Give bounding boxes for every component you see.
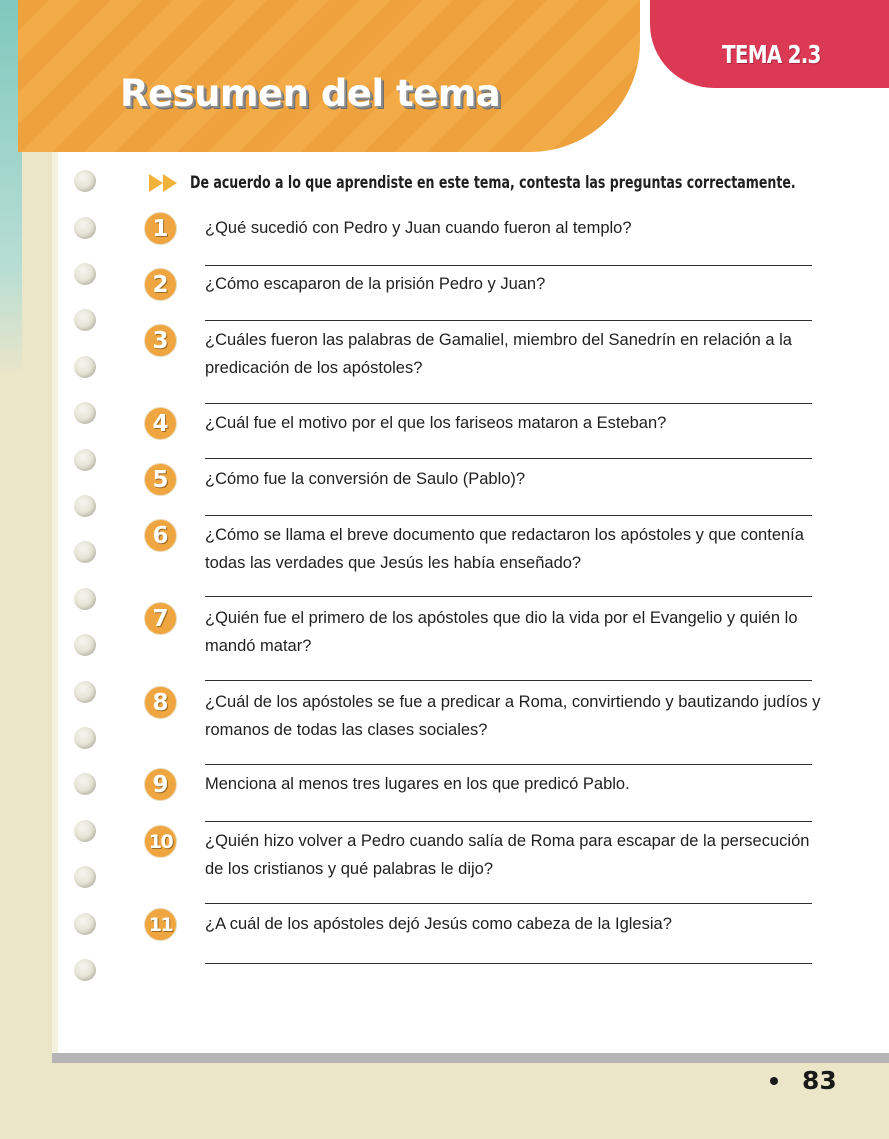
question-number-badge: 9 [144, 768, 177, 801]
question-text: ¿Cómo se llama el breve documento que redactaron los apóstoles y que contenía todas las verdades que Jesús les había enseñado? [205, 526, 804, 572]
question-number-badge: 4 [144, 407, 177, 440]
question-text: ¿Qué sucedió con Pedro y Juan cuando fueron al templo? [205, 219, 632, 237]
answer-line-8[interactable] [205, 764, 812, 765]
question-number-badge: 8 [144, 686, 177, 719]
question-text: ¿Cómo escaparon de la prisión Pedro y Juan? [205, 275, 546, 293]
question-number-badge: 1 [144, 212, 177, 245]
binder-hole [74, 449, 96, 471]
binder-hole [74, 681, 96, 703]
question-text: ¿Quién hizo volver a Pedro cuando salía de Roma para escapar de la persecución de los cristianos y qué palabras le dijo? [205, 832, 810, 878]
binder-hole [74, 217, 96, 239]
answer-line-4[interactable] [205, 458, 812, 459]
binder-hole [74, 634, 96, 656]
binder-hole [74, 727, 96, 749]
binder-hole [74, 773, 96, 795]
double-arrow-icon [148, 172, 182, 194]
question-text: ¿Cuál fue el motivo por el que los fariseos mataron a Esteban? [205, 414, 667, 432]
binder-hole [74, 309, 96, 331]
answer-line-11[interactable] [205, 963, 812, 964]
binder-hole [74, 866, 96, 888]
answer-line-1[interactable] [205, 265, 812, 266]
question-number-badge: 5 [144, 463, 177, 496]
binder-hole [74, 820, 96, 842]
binder-hole [74, 588, 96, 610]
question-text: ¿Cuáles fueron las palabras de Gamaliel, miembro del Sanedrín en relación a la predicación de los apóstoles? [205, 331, 792, 377]
question-number-badge: 10 [144, 825, 177, 858]
page-left-margin-inner [52, 150, 58, 1055]
answer-line-9[interactable] [205, 821, 812, 822]
answer-line-10[interactable] [205, 903, 812, 904]
page-left-margin [22, 150, 52, 1055]
question-number-badge: 7 [144, 602, 177, 635]
instruction-text: De acuerdo a lo que aprendiste en este tema, contesta las preguntas correctamente. [190, 173, 796, 193]
instruction [148, 172, 889, 194]
binder-hole [74, 356, 96, 378]
answer-line-2[interactable] [205, 320, 812, 321]
binder-hole [74, 913, 96, 935]
question-number-badge: 6 [144, 519, 177, 552]
question-number-badge: 3 [144, 324, 177, 357]
binder-hole [74, 541, 96, 563]
answer-line-6[interactable] [205, 596, 812, 597]
answer-line-5[interactable] [205, 515, 812, 516]
binder-hole [74, 263, 96, 285]
bullet-dot-icon [770, 1077, 778, 1085]
binder-hole [74, 959, 96, 981]
binder-hole [74, 402, 96, 424]
question-number-badge: 11 [144, 908, 177, 941]
binder-hole [74, 170, 96, 192]
answer-line-3[interactable] [205, 403, 812, 404]
answer-line-7[interactable] [205, 680, 812, 681]
page-title: Resumen del tema [120, 72, 501, 115]
question-text: ¿Cuál de los apóstoles se fue a predicar a Roma, convirtiendo y bautizando judíos y romanos de todas las clases sociales? [205, 693, 821, 739]
tema-label: TEMA 2.3 [722, 40, 821, 69]
page-bottom-shadow [52, 1053, 889, 1063]
question-text: ¿A cuál de los apóstoles dejó Jesús como cabeza de la Iglesia? [205, 915, 672, 933]
binder-hole [74, 495, 96, 517]
page-number [770, 1066, 837, 1095]
question-text: ¿Cómo fue la conversión de Saulo (Pablo)? [205, 470, 526, 488]
question-text: ¿Quién fue el primero de los apóstoles que dio la vida por el Evangelio y quién lo mandó matar? [205, 609, 798, 655]
question-text: Menciona al menos tres lugares en los que predicó Pablo. [205, 775, 630, 793]
page-number-text: 83 [802, 1066, 837, 1095]
question-number-badge: 2 [144, 268, 177, 301]
